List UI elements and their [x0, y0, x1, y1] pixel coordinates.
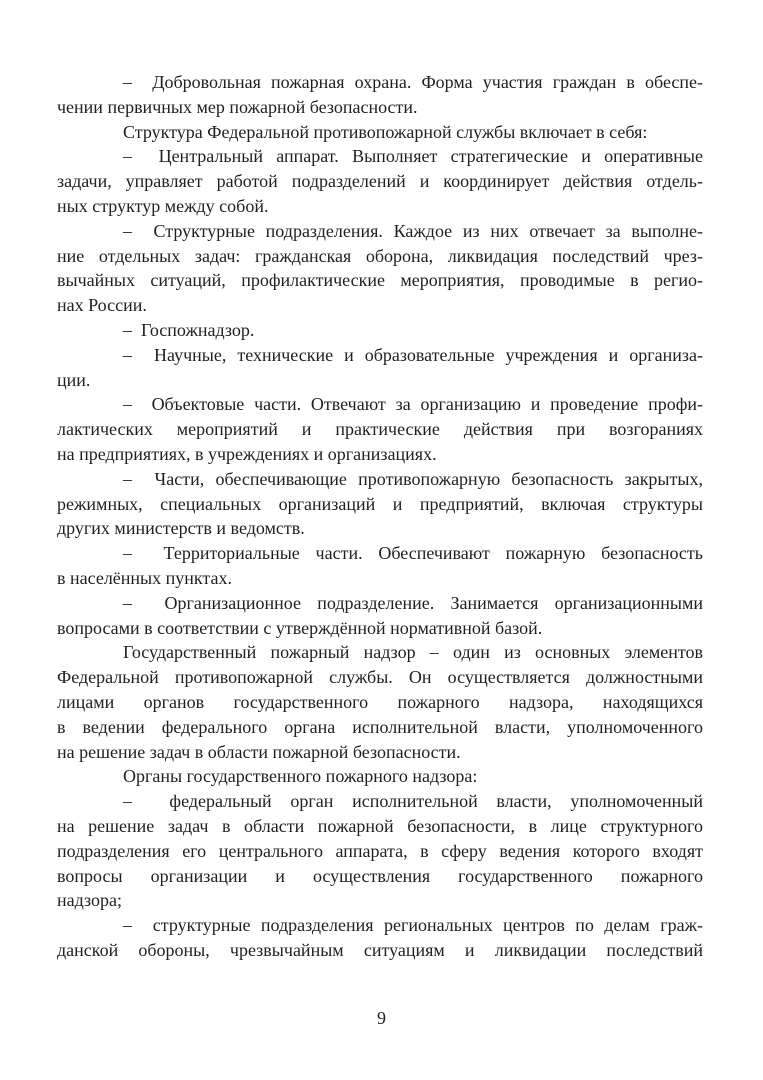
text-line: в ведении федерального органа исполнительной власти, уполномоченного — [57, 716, 703, 737]
paragraph — [57, 640, 703, 764]
text-line: задачи, управляет работой подразделений и координирует действия отдель- — [57, 171, 703, 192]
text-line: вопросами в соответствии с утверждённой нормативной базой. — [57, 617, 543, 638]
text-line: ции. — [57, 369, 91, 390]
paragraph — [57, 913, 703, 963]
text-line: лактических мероприятий и практические действия при возгораниях — [57, 419, 703, 440]
page-number: 9 — [377, 1008, 386, 1028]
text-line: – Центральный аппарат. Выполняет стратегические и оперативные — [123, 146, 703, 167]
text-line: вычайных ситуаций, профилактические мероприятия, проводимые в регио- — [57, 270, 703, 291]
text-line: – Территориальные части. Обеспечивают пожарную безопасность — [123, 543, 703, 564]
text-line: режимных, специальных организаций и предприятий, включая структуры — [57, 493, 703, 514]
text-line: ных структур между собой. — [57, 195, 269, 216]
text-line: Органы государственного пожарного надзора: — [123, 766, 478, 787]
paragraph — [57, 591, 703, 641]
text-line: на решение задач в области пожарной безопасности. — [57, 741, 461, 762]
paragraph — [57, 120, 703, 145]
text-line: Структура Федеральной противопожарной службы включает в себя: — [123, 121, 648, 142]
text-line: – Госпожнадзор. — [123, 319, 255, 340]
text-line: – Структурные подразделения. Каждое из них отвечает за выполне- — [123, 220, 703, 241]
text-line: на решение задач в области пожарной безопасности, в лице структурного — [57, 815, 703, 836]
text-line: вопросы организации и осуществления государственного пожарного — [57, 865, 703, 886]
paragraph — [57, 144, 703, 218]
text-line: нах России. — [57, 295, 147, 316]
text-line: – Объектовые части. Отвечают за организацию и проведение профи- — [123, 394, 703, 415]
text-line: – Организационное подразделение. Занимается организационными — [123, 592, 703, 613]
text-line: чении первичных мер пожарной безопасности. — [57, 96, 418, 117]
text-line: ние отдельных задач: гражданская оборона, ликвидация последствий чрез- — [57, 245, 703, 266]
text-line: в населённых пунктах. — [57, 567, 232, 588]
text-line: на предприятиях, в учреждениях и организациях. — [57, 443, 437, 464]
text-line: других министерств и ведомств. — [57, 518, 305, 539]
text-line: Федеральной противопожарной службы. Он осуществляется должностными — [57, 667, 703, 688]
text-line: – Научные, технические и образовательные учреждения и организа- — [123, 344, 703, 365]
paragraph — [57, 343, 703, 393]
paragraph — [57, 541, 703, 591]
text-line: данской обороны, чрезвычайным ситуациям и ликвидации последствий — [57, 939, 703, 960]
paragraph — [57, 764, 703, 789]
text-line: – Добровольная пожарная охрана. Форма участия граждан в обеспе- — [123, 72, 703, 92]
text-line: – структурные подразделения региональных центров по делам граж- — [123, 915, 703, 936]
paragraph — [57, 70, 703, 120]
text-line: лицами органов государственного пожарного надзора, находящихся — [57, 691, 703, 712]
text-line: надзора; — [57, 890, 122, 911]
text-line: – федеральный орган исполнительной власти, уполномоченный — [123, 791, 703, 812]
text-line: Государственный пожарный надзор – один из основных элементов — [123, 642, 703, 663]
paragraph — [57, 219, 703, 318]
paragraph — [57, 789, 703, 913]
page-body-text — [57, 70, 703, 963]
text-line: – Части, обеспечивающие противопожарную безопасность закрытых, — [123, 468, 703, 489]
paragraph — [57, 392, 703, 466]
paragraph — [57, 467, 703, 541]
text-line: подразделения его центрального аппарата, в сферу ведения которого входят — [57, 840, 703, 861]
paragraph — [57, 318, 703, 343]
